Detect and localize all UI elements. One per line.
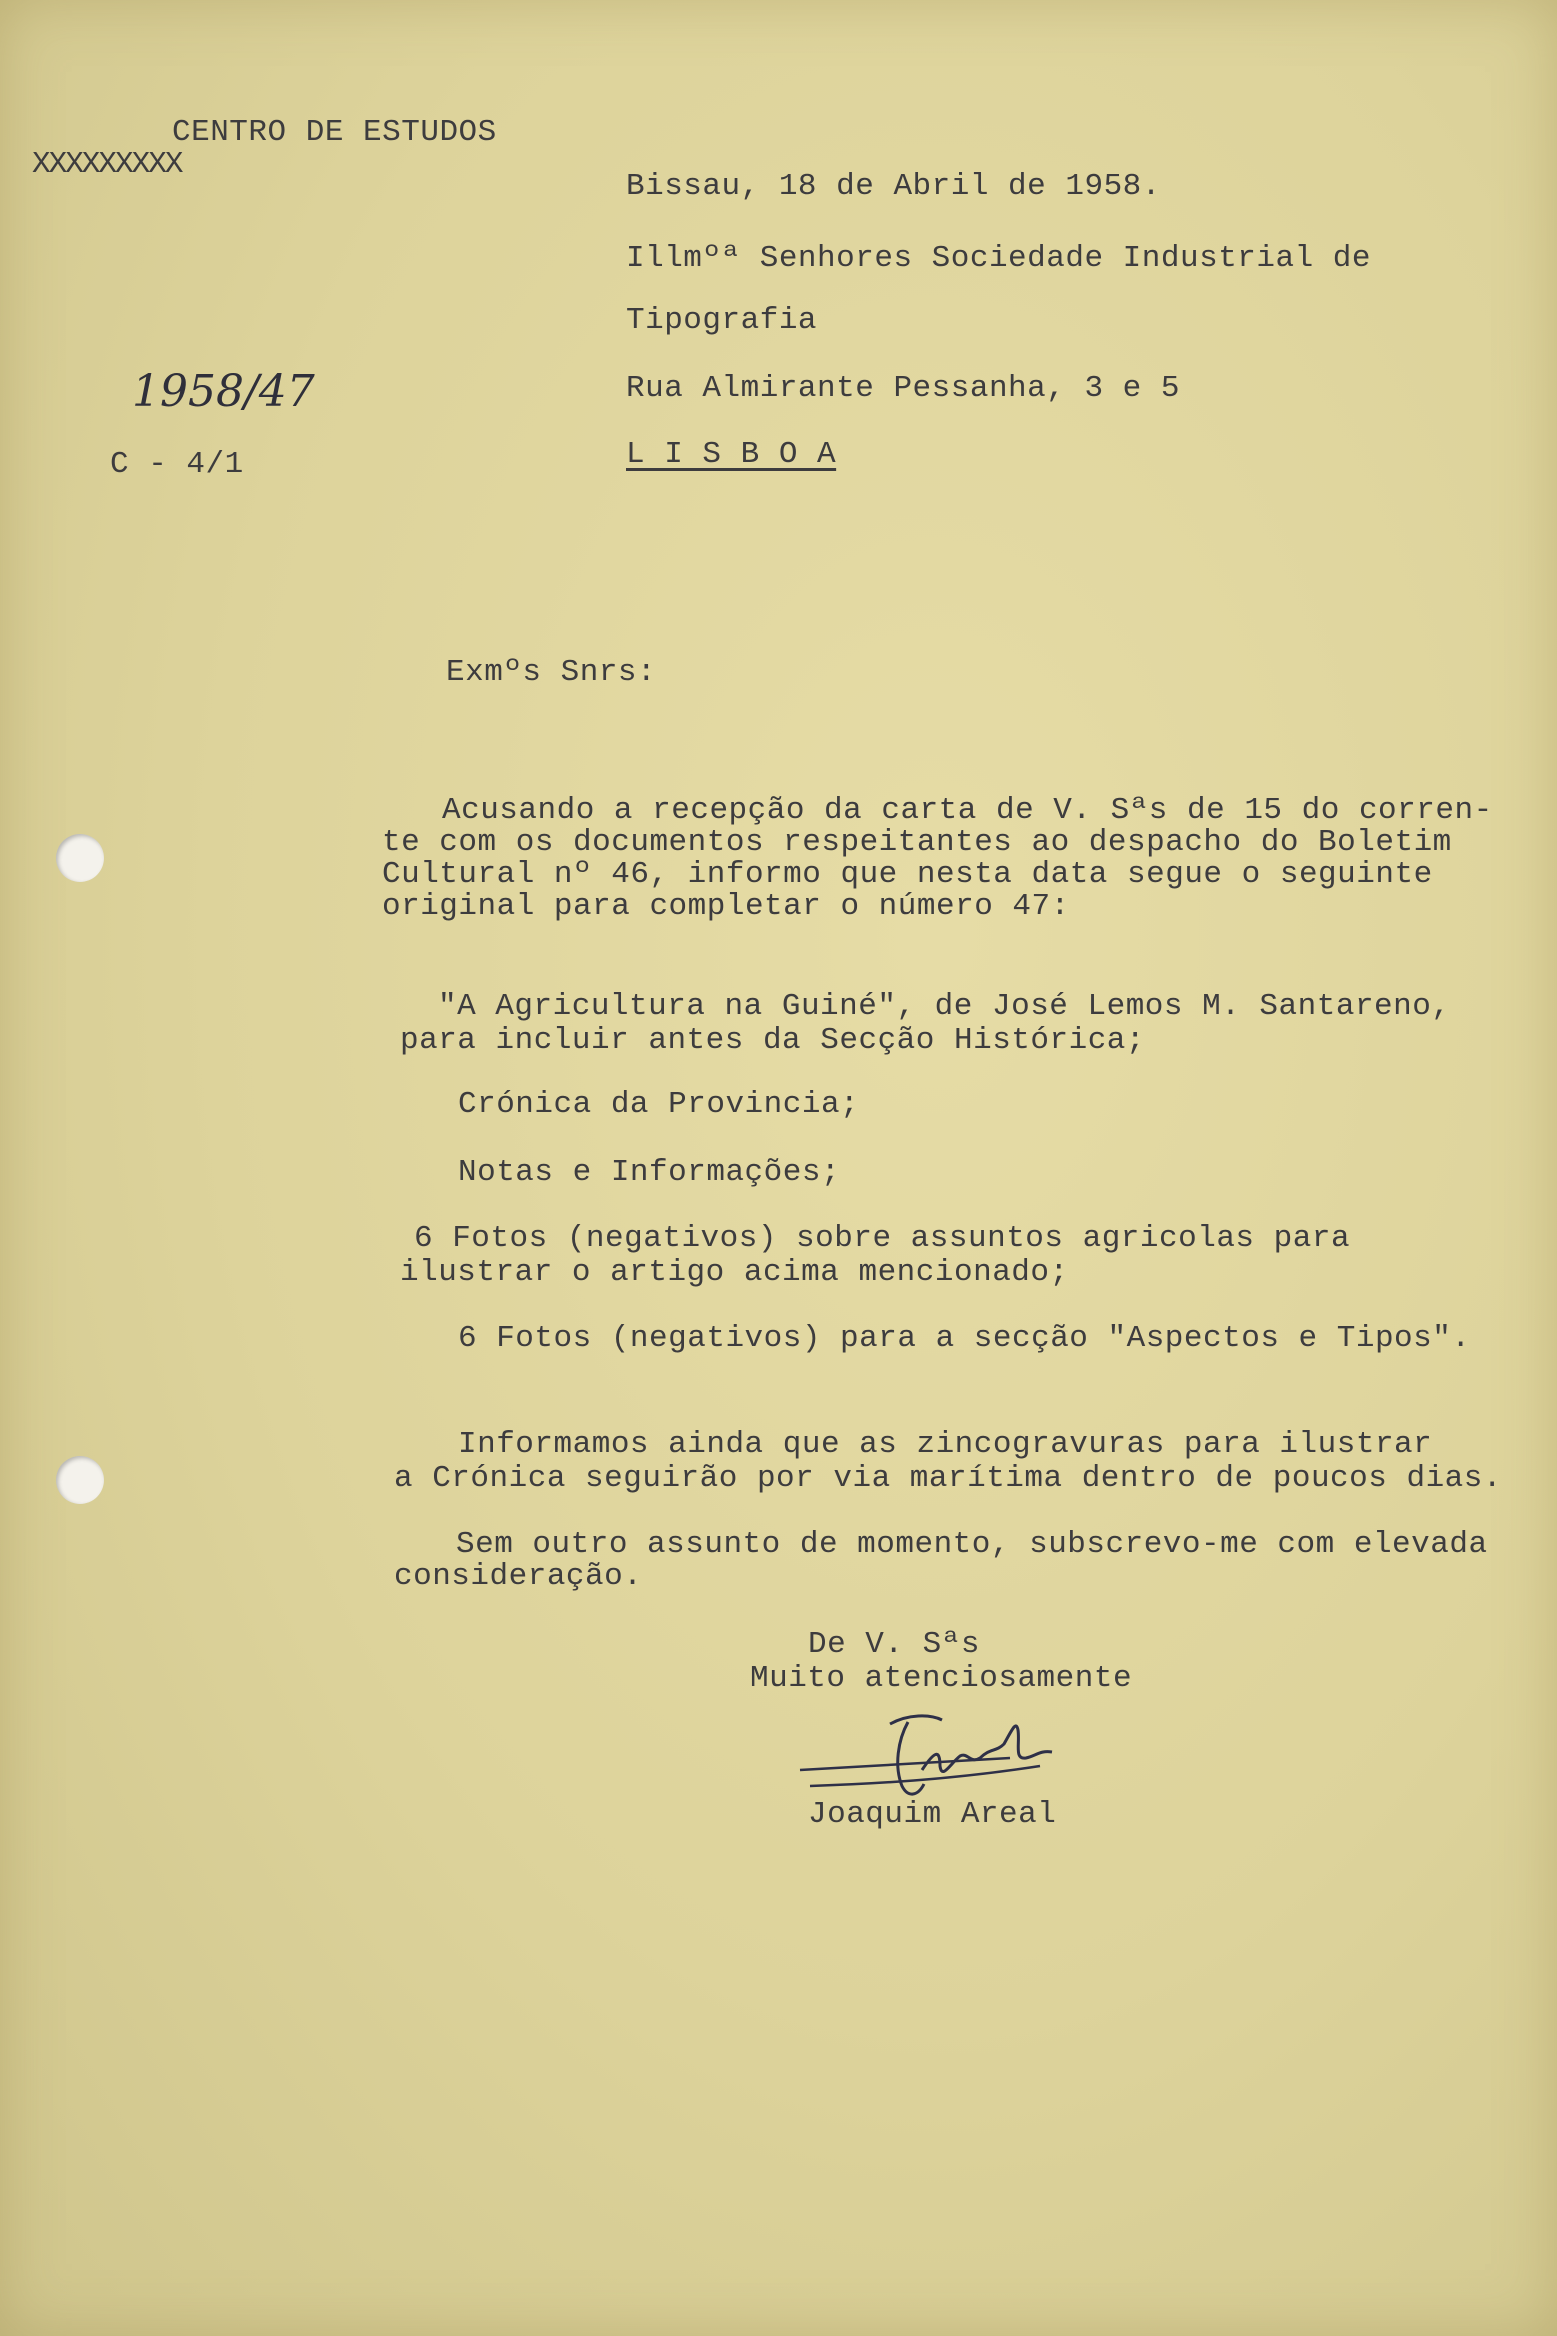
para2-line2: a Crónica seguirão por via marítima dentro de poucos dias.	[394, 1461, 1502, 1496]
para3-line2: consideração.	[394, 1559, 643, 1594]
item1-line1: "A Agricultura na Guiné", de José Lemos M. Santareno,	[438, 989, 1451, 1024]
item2: Crónica da Provincia;	[458, 1087, 860, 1122]
recipient-city: L I S B O A	[626, 437, 837, 472]
salutation: Exmºs Snrs:	[446, 655, 657, 690]
item4-line2: ilustrar o artigo acima mencionado;	[400, 1255, 1069, 1290]
punch-hole-upper	[56, 834, 104, 882]
item4-line1: 6 Fotos (negativos) sobre assuntos agricolas para	[414, 1221, 1351, 1256]
file-code: C - 4/1	[110, 447, 244, 482]
para1-line1: Acusando a recepção da carta de V. Sªs de 15 do corren-	[442, 793, 1493, 828]
recipient-line3: Rua Almirante Pessanha, 3 e 5	[626, 371, 1180, 406]
para1-line4: original para completar o número 47:	[382, 889, 1070, 924]
closing-line1: De V. Sªs	[808, 1627, 980, 1662]
item3: Notas e Informações;	[458, 1155, 841, 1190]
para3-line1: Sem outro assunto de momento, subscrevo-me com elevada	[456, 1527, 1488, 1562]
closing-line2: Muito atenciosamente	[750, 1661, 1133, 1696]
item5: 6 Fotos (negativos) para a secção "Aspectos e Tipos".	[458, 1321, 1471, 1356]
signer-name: Joaquim Areal	[808, 1797, 1057, 1832]
org-name-line1: CENTRO DE ESTUDOS	[172, 115, 497, 150]
handwritten-ref-number: 1958/47	[132, 366, 315, 417]
recipient-line2: Tipografia	[626, 303, 818, 338]
handwritten-signature	[790, 1700, 1090, 1810]
para2-line1: Informamos ainda que as zincogravuras para ilustrar	[458, 1427, 1433, 1462]
org-name-line2: XXXXXXXXX	[32, 147, 182, 182]
punch-hole-lower	[56, 1456, 104, 1504]
item1-line2: para incluir antes da Secção Histórica;	[400, 1023, 1146, 1058]
recipient-line1: Illmºª Senhores Sociedade Industrial de	[626, 241, 1372, 276]
para1-line3: Cultural nº 46, informo que nesta data segue o seguinte	[382, 857, 1433, 892]
para1-line2: te com os documentos respeitantes ao despacho do Boletim	[382, 825, 1452, 860]
date-line: Bissau, 18 de Abril de 1958.	[626, 169, 1161, 204]
